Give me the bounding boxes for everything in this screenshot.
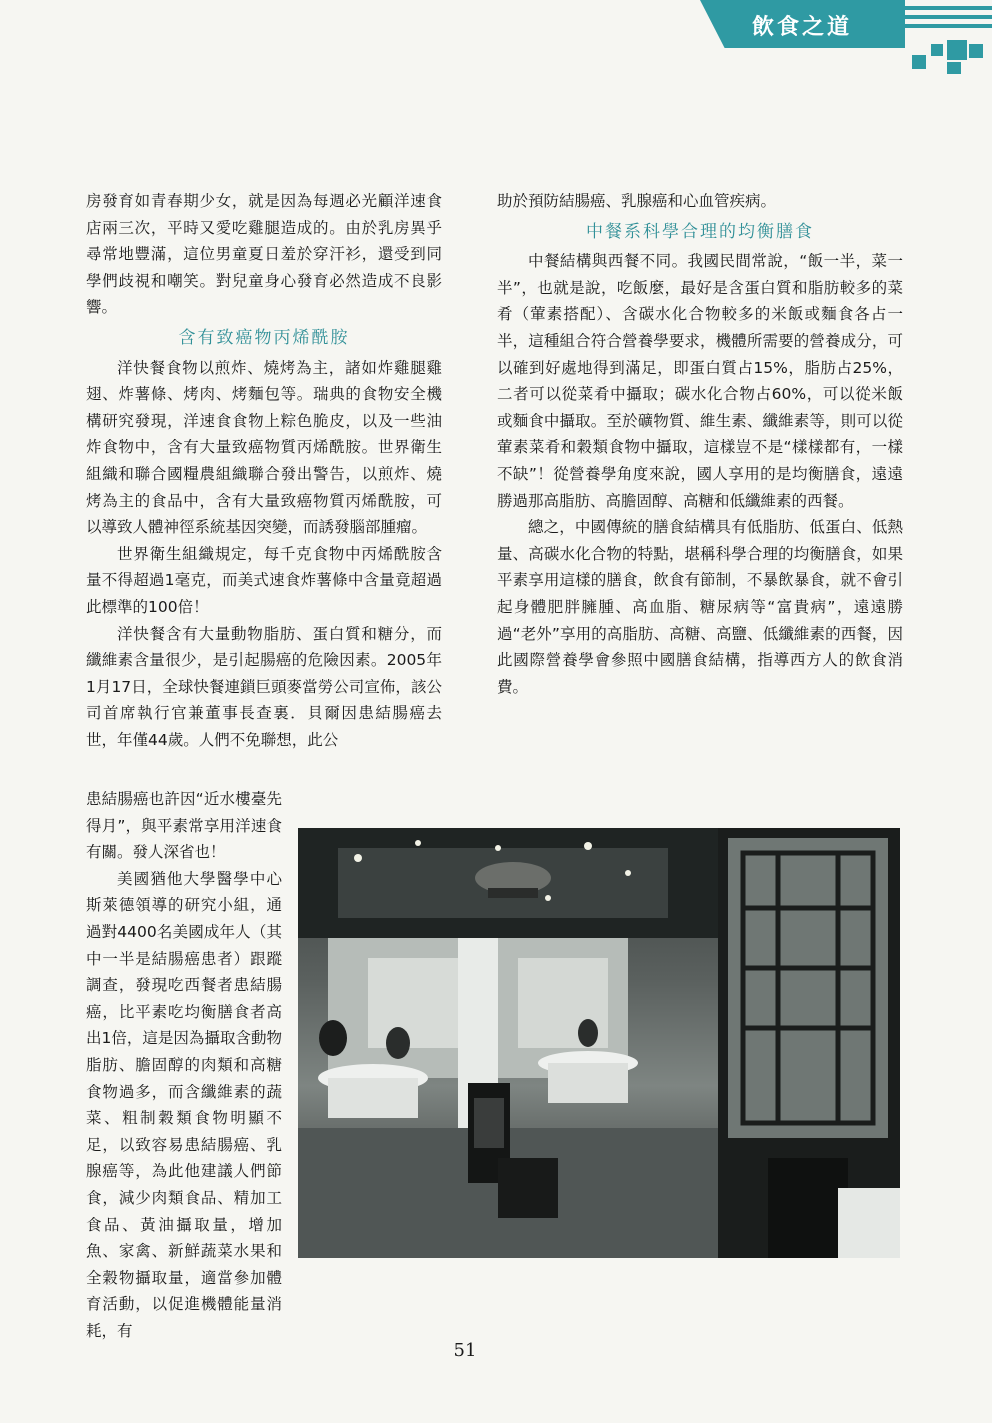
decor-square bbox=[947, 40, 967, 60]
left-narrow-column bbox=[86, 786, 282, 1344]
right-column bbox=[497, 188, 903, 700]
paragraph: 房發育如青春期少女，就是因為每週必光顧洋速食店兩三次，平時又愛吃雞腿造成的。由於乳房異乎尋常地豐滿，這位男童夏日羞於穿汗衫，還受到同學們歧視和嘲笑。對兒童身心發育必然造成不良影響。 bbox=[86, 192, 442, 317]
section-heading: 中餐系科學合理的均衡膳食 bbox=[586, 221, 814, 242]
left-column bbox=[86, 188, 442, 753]
paragraph: 總之，中國傳統的膳食結構具有低脂肪、低蛋白、低熱量、高碳水化合物的特點，堪稱科學合理的均衡膳食，如果平素享用這樣的膳食，飲食有節制，不暴飲暴食，就不會引起身體肥胖臃腫、高血脂、糖尿病等“富貴病”，遠遠勝過“老外”享用的高脂肪、高糖、高鹽、低纖維素的西餐，因此國際營養學會參照中國膳食結構，指導西方人的飲食消費。 bbox=[497, 518, 903, 696]
section-title: 飲食之道 bbox=[752, 15, 853, 40]
restaurant-photo bbox=[298, 828, 900, 1258]
paragraph: 洋快餐含有大量動物脂肪、蛋白質和糖分，而纖維素含量很少，是引起腸癌的危險因素。2005年1月17日，全球快餐連鎖巨頭麥當勞公司宣佈，該公司首席執行官兼董事長查裏．貝爾因患結腸癌去世，年僅44歲。人們不免聯想，此公 bbox=[86, 624, 442, 749]
paragraph: 美國猶他大學醫學中心斯萊德領導的研究小組，通過對4400名美國成年人（其中一半是結腸癌患者）跟蹤調查，發現吃西餐者患結腸癌，比平素吃均衡膳食者高出1倍，這是因為攝取含動物脂肪、膽固醇的肉類和高糖食物過多，而含纖維素的蔬菜、粗制穀類食物明顯不足，以致容易患結腸癌、乳腺癌等，為此他建議人們節食，減少肉類食品、精加工食品、黃油攝取量，增加魚、家禽、新鮮蔬菜水果和全穀物攝取量，適當參加體育活動，以促進機體能量消耗，有 bbox=[86, 869, 282, 1340]
paragraph: 世界衛生組織規定，每千克食物中丙烯酰胺含量不得超過1毫克，而美式速食炸薯條中含量竟超過此標準的100倍！ bbox=[86, 544, 442, 616]
paragraph: 助於預防結腸癌、乳腺癌和心血管疾病。 bbox=[497, 192, 777, 210]
paragraph: 中餐結構與西餐不同。我國民間常說，“飯一半，菜一半”，也就是說，吃飯麼，最好是含蛋白質和脂肪較多的菜肴（葷素搭配）、含碳水化合物較多的米飯或麵食各占一半，這種組合符合營養學要求，機體所需要的營養成分，可以確到好處地得到滿足，即蛋白質占15%，脂肪占25%，二者可以從菜肴中攝取；碳水化合物占60%，可以從米飯或麵食中攝取。至於礦物質、維生素、纖維素等，則可以從葷素菜肴和穀類食物中攝取，這樣豈不是“樣樣都有，一樣不缺”！從營養學角度來說，國人享用的是均衡膳食，遠遠勝過那高脂肪、高膽固醇、高糖和低纖維素的西餐。 bbox=[497, 252, 903, 510]
page-number: 51 bbox=[453, 1340, 477, 1361]
header-decoration-lines bbox=[905, 6, 992, 33]
section-heading: 含有致癌物丙烯酰胺 bbox=[178, 327, 350, 348]
paragraph: 洋快餐食物以煎炸、燒烤為主，諸如炸雞腿雞翅、炸薯條、烤肉、烤麵包等。瑞典的食物安全機構研究發現，洋速食食物上粽色脆皮，以及一些油炸食物中，含有大量致癌物質丙烯酰胺。世界衛生組織和聯合國糧農組織聯合發出警告，以煎炸、燒烤為主的食品中，含有大量致癌物質丙烯酰胺，可以導致人體神徑系統基因突變，而誘發腦部腫瘤。 bbox=[86, 358, 442, 537]
decor-square bbox=[912, 55, 926, 69]
decor-square bbox=[969, 44, 983, 58]
decor-square bbox=[947, 62, 961, 74]
decor-square bbox=[931, 44, 943, 56]
paragraph: 患結腸癌也許因“近水樓臺先得月”，與平素常享用洋速食有關。發人深省也！ bbox=[86, 790, 282, 862]
